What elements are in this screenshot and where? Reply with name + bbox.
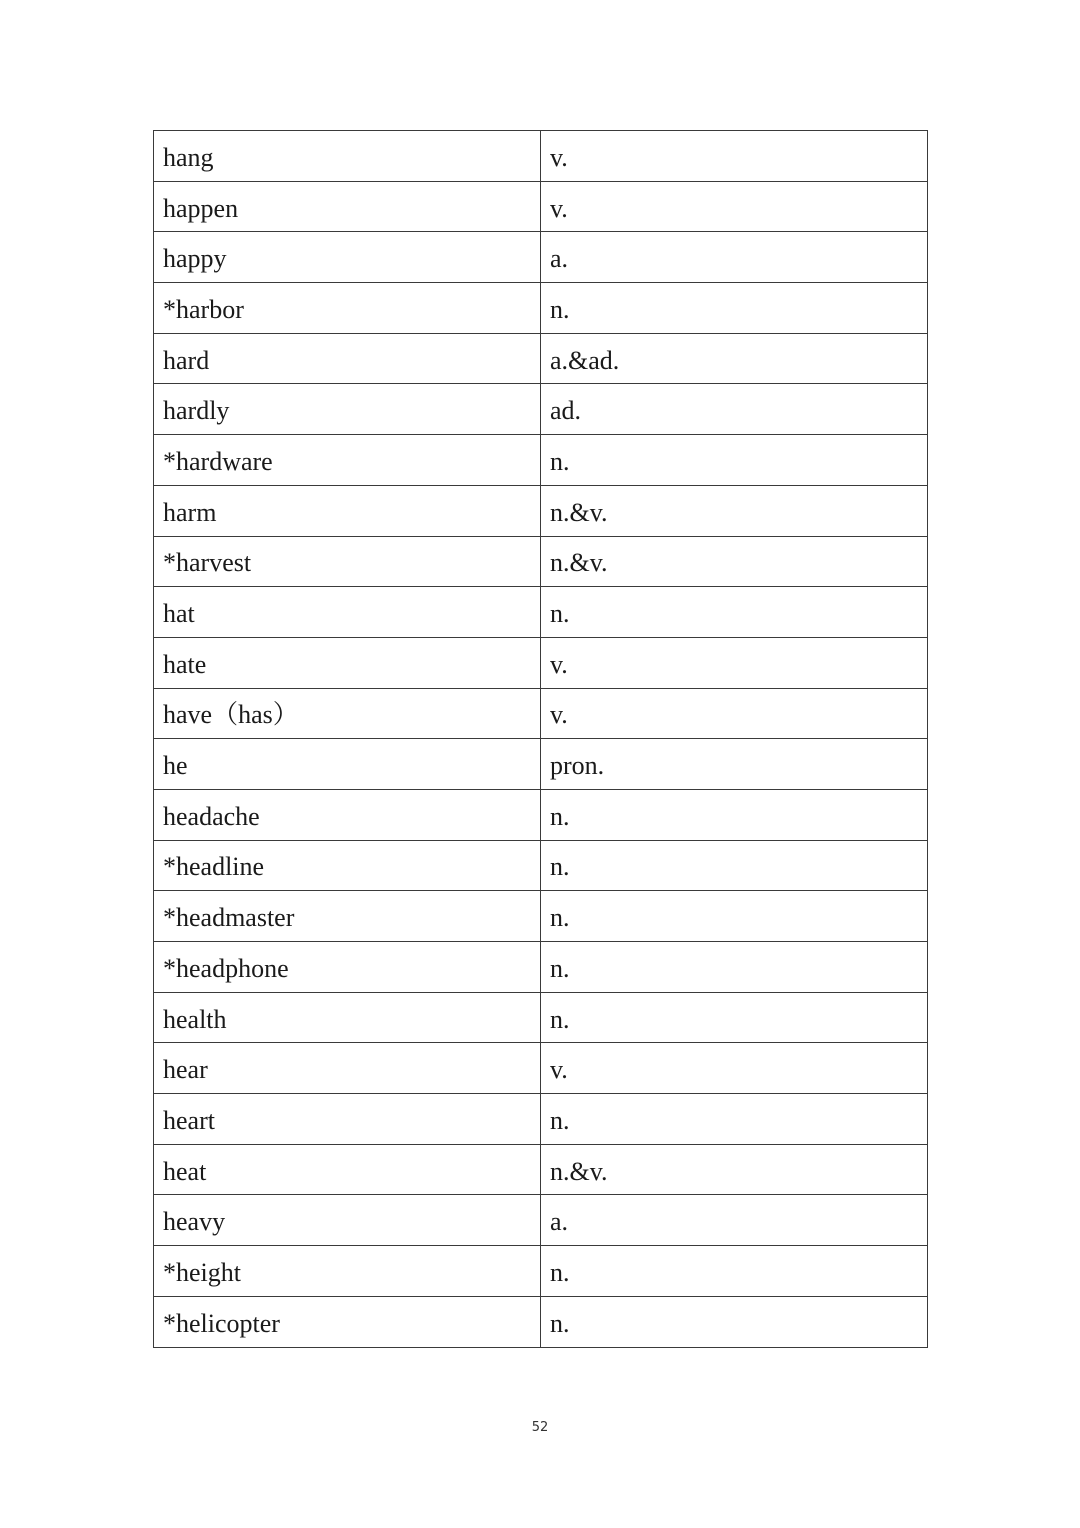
word-cell: health [154,992,541,1043]
part-of-speech-cell: n. [541,1094,928,1145]
word-cell: hat [154,587,541,638]
part-of-speech-cell: ad. [541,384,928,435]
table-row [154,840,928,891]
word-cell: *helicopter [154,1296,541,1347]
part-of-speech-cell: n. [541,840,928,891]
part-of-speech-cell: v. [541,1043,928,1094]
word-cell: happy [154,232,541,283]
table-row [154,181,928,232]
part-of-speech-cell: n. [541,789,928,840]
part-of-speech-cell: n. [541,992,928,1043]
part-of-speech-cell: n.&v. [541,485,928,536]
word-cell: *headmaster [154,891,541,942]
table-row [154,1144,928,1195]
part-of-speech-cell: v. [541,131,928,182]
word-cell: *height [154,1246,541,1297]
table-row [154,1246,928,1297]
part-of-speech-cell: n. [541,283,928,334]
table-row [154,1043,928,1094]
word-cell: hate [154,637,541,688]
part-of-speech-cell: n. [541,1246,928,1297]
word-cell: headache [154,789,541,840]
part-of-speech-cell: v. [541,637,928,688]
part-of-speech-cell: n. [541,435,928,486]
word-cell: have（has） [154,688,541,739]
word-cell: *hardware [154,435,541,486]
vocabulary-table [153,130,928,1348]
word-cell: hang [154,131,541,182]
table-row [154,789,928,840]
word-cell: hard [154,333,541,384]
table-row [154,739,928,790]
table-row [154,485,928,536]
table-row [154,1195,928,1246]
table-row [154,1094,928,1145]
word-cell: he [154,739,541,790]
table-row [154,333,928,384]
table-row [154,384,928,435]
table-row [154,131,928,182]
table-row [154,992,928,1043]
table-row [154,587,928,638]
word-cell: heat [154,1144,541,1195]
part-of-speech-cell: pron. [541,739,928,790]
word-cell: *headline [154,840,541,891]
part-of-speech-cell: n. [541,891,928,942]
part-of-speech-cell: a. [541,232,928,283]
table-row [154,232,928,283]
table-row [154,891,928,942]
part-of-speech-cell: n.&v. [541,536,928,587]
table-row [154,942,928,993]
part-of-speech-cell: n. [541,587,928,638]
word-cell: heavy [154,1195,541,1246]
word-cell: happen [154,181,541,232]
word-cell: *harvest [154,536,541,587]
part-of-speech-cell: v. [541,181,928,232]
part-of-speech-cell: v. [541,688,928,739]
page-number: 52 [531,1420,549,1435]
word-cell: *harbor [154,283,541,334]
part-of-speech-cell: n. [541,942,928,993]
table-row [154,283,928,334]
part-of-speech-cell: n.&v. [541,1144,928,1195]
part-of-speech-cell: a. [541,1195,928,1246]
word-cell: harm [154,485,541,536]
table-row [154,536,928,587]
word-cell: hardly [154,384,541,435]
table-row [154,1296,928,1347]
table-row [154,637,928,688]
table-row [154,435,928,486]
part-of-speech-cell: a.&ad. [541,333,928,384]
table-row [154,688,928,739]
word-cell: heart [154,1094,541,1145]
word-cell: hear [154,1043,541,1094]
word-cell: *headphone [154,942,541,993]
part-of-speech-cell: n. [541,1296,928,1347]
